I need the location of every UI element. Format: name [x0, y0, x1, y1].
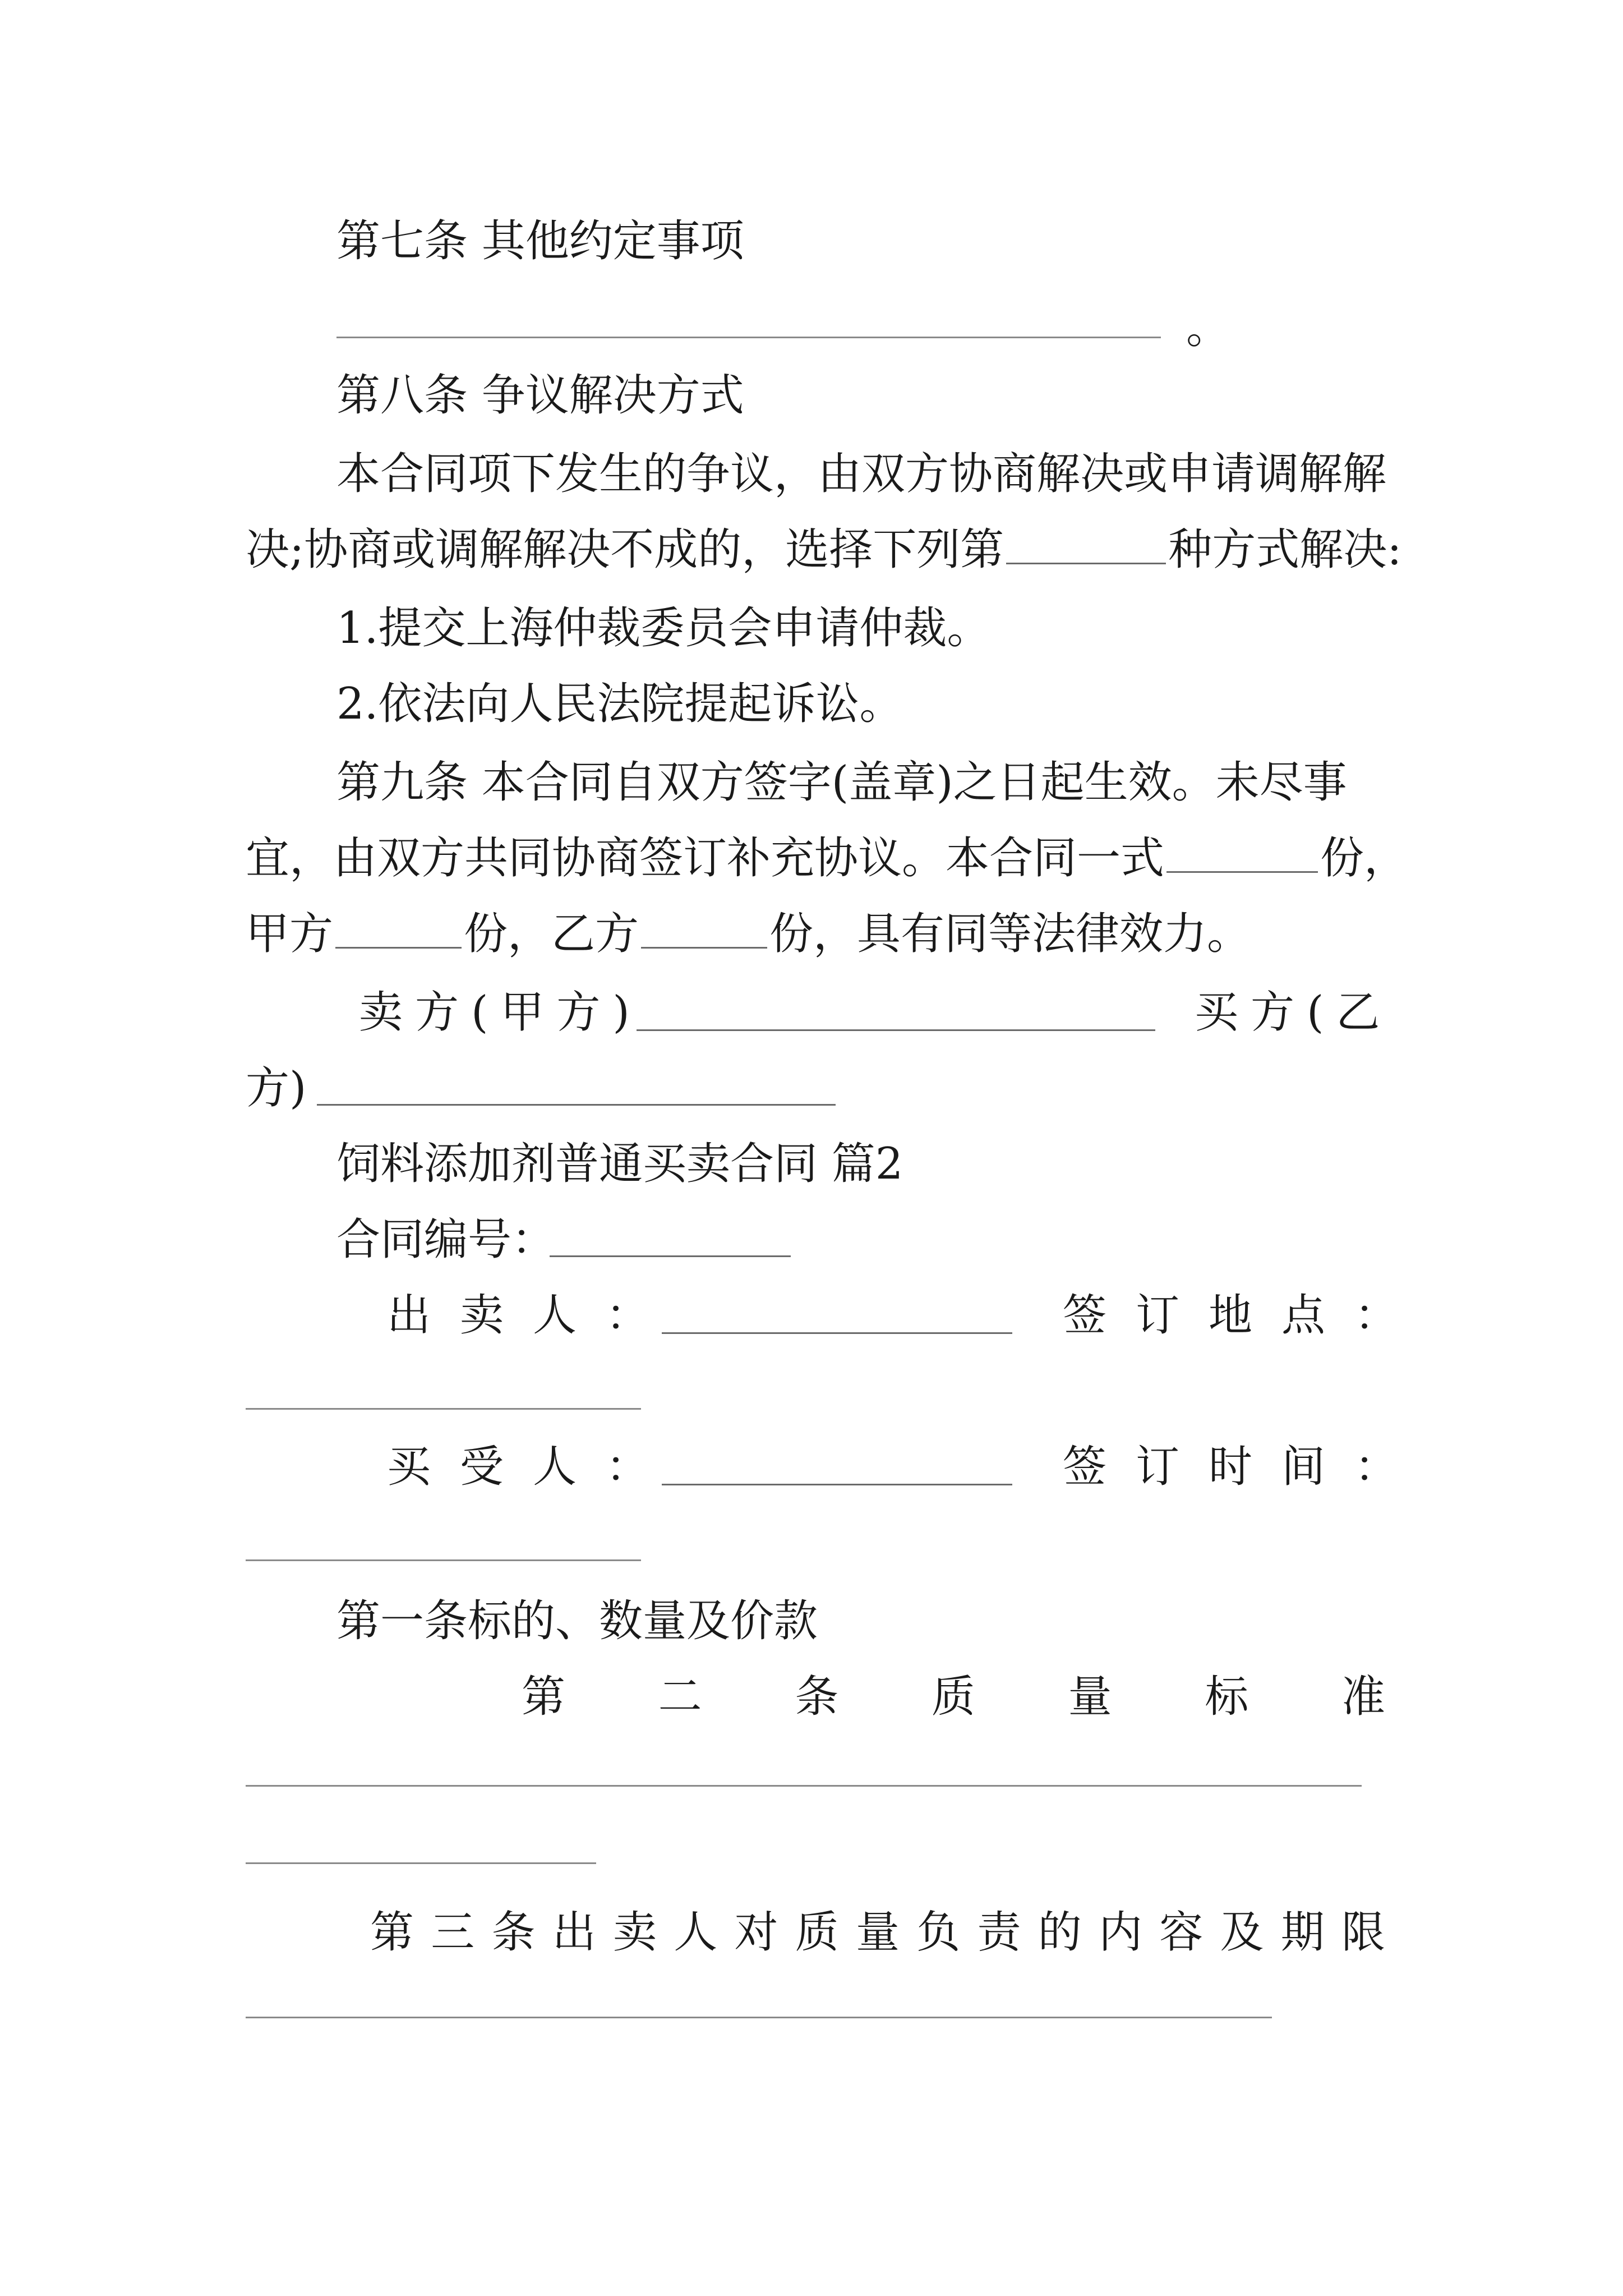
seller-blank	[662, 1332, 1012, 1334]
contract-2-heading: 饲料添加剂普通买卖合同 篇2	[336, 1139, 903, 1189]
option-1: 1.提交上海仲裁委员会申请仲裁。	[336, 603, 991, 654]
article-9-line2-end: 份，	[1320, 833, 1408, 884]
signing-place-blank	[246, 1408, 641, 1410]
article-9-line1: 第九条 本合同自双方签字(盖章)之日起生效。未尽事	[336, 757, 1347, 808]
party-b-copies-blank	[641, 908, 767, 949]
article-7-title: 第七条 其他约定事项	[336, 216, 744, 266]
article-1: 第一条标的、数量及价款	[336, 1596, 818, 1646]
option-2: 2.依法向人民法院提起诉讼。	[336, 679, 903, 729]
copies-total-blank	[1166, 832, 1318, 873]
contract-number-blank	[550, 1255, 791, 1257]
article-8-para-line2	[246, 522, 1402, 578]
party-a-label: 甲方	[246, 909, 334, 959]
article-2: 第二条质量标准	[522, 1672, 1385, 1722]
article-9-line2-text: 宜，由双方共同协商签订补充协议。本合同一式	[246, 833, 1165, 884]
seller-signature-label: 卖方(甲方)	[359, 987, 642, 1038]
method-number-blank	[1006, 523, 1166, 564]
article-3: 第三条出卖人对质量负责的内容及期限	[370, 1907, 1385, 1958]
seller-signature-blank	[637, 1029, 1155, 1031]
article-9-line3	[246, 906, 1251, 962]
article-8-para-line1: 本合同项下发生的争议，由双方协商解决或申请调解解	[336, 449, 1387, 499]
article-9-line3-end: 份，具有同等法律效力。	[769, 909, 1251, 959]
article-8-para-line2-text: 决;协商或调解解决不成的，选择下列第	[246, 524, 1004, 575]
seller-label: 出卖人：	[387, 1290, 679, 1341]
signing-time-blank	[246, 1559, 641, 1561]
article-7-period: 。	[1186, 303, 1230, 353]
buyer-signature-blank	[317, 1104, 836, 1106]
buyer-label: 买受人：	[387, 1442, 679, 1492]
signing-place-label: 签订地点：	[1063, 1290, 1428, 1341]
article-9-line2	[246, 830, 1408, 886]
buyer-signature-label-cont: 方)	[246, 1063, 307, 1114]
article-8-title: 第八条 争议解决方式	[336, 370, 744, 421]
party-a-copies-blank	[335, 908, 462, 949]
article-2-blank-line1	[246, 1785, 1362, 1787]
buyer-signature-label: 买方(乙	[1195, 987, 1393, 1038]
buyer-blank	[662, 1484, 1012, 1485]
contract-number-label: 合同编号：	[336, 1214, 556, 1265]
article-8-para-line2-end: 种方式解决:	[1168, 524, 1402, 575]
article-7-blank	[336, 337, 1161, 338]
article-3-blank	[246, 2017, 1272, 2018]
party-b-label: 份，乙方	[464, 909, 639, 959]
article-2-blank-line2	[246, 1862, 596, 1864]
signing-time-label: 签订时间：	[1063, 1442, 1428, 1492]
